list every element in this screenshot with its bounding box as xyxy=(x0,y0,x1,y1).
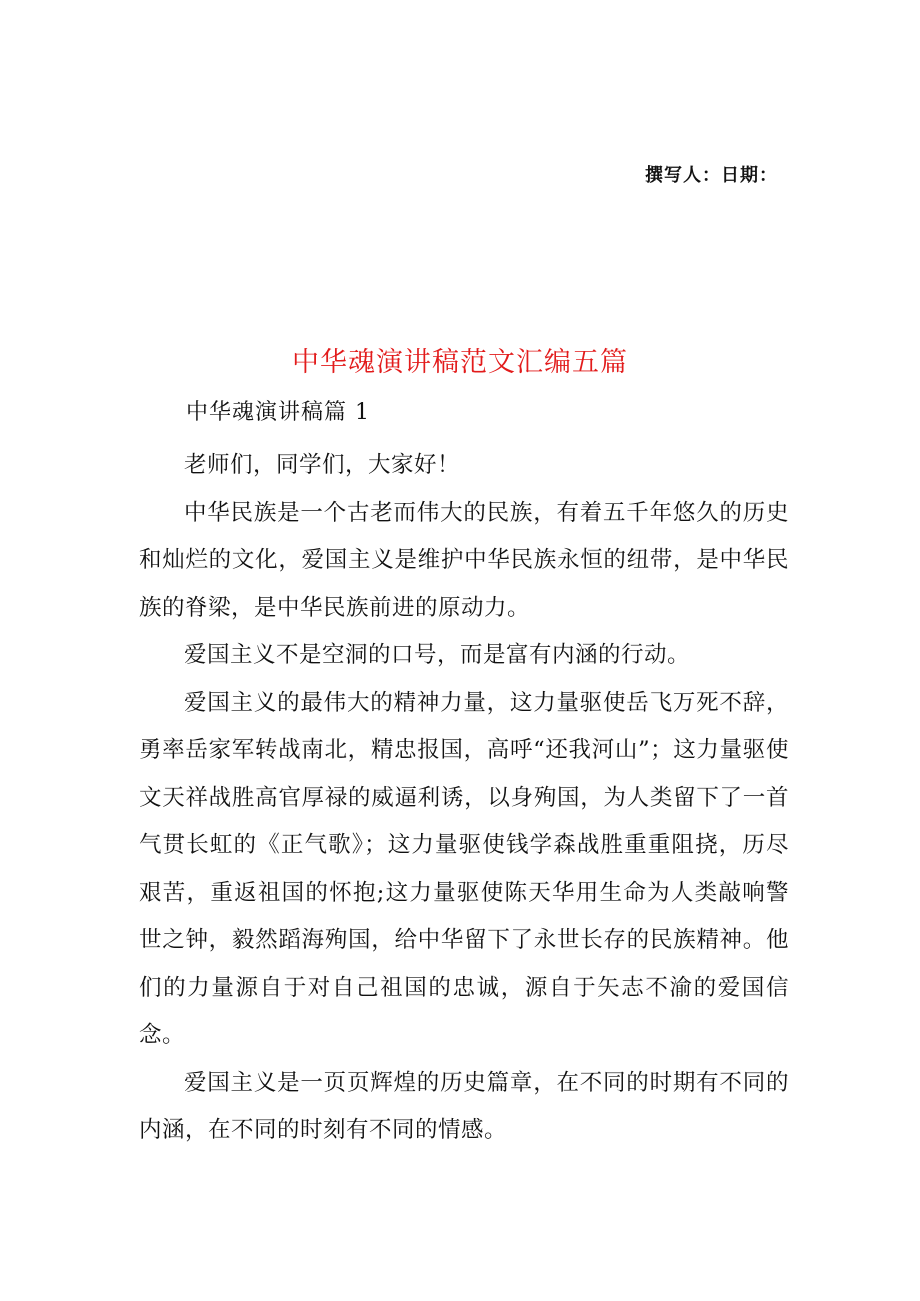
paragraph: 爱国主义是一页页辉煌的历史篇章，在不同的时期有不同的内涵，在不同的时刻有不同的情感。 xyxy=(139,1069,789,1143)
document-body xyxy=(139,442,789,1155)
author-date-line: 撰写人：日期： xyxy=(645,165,778,186)
paragraph: 中华民族是一个古老而伟大的民族，有着五千年悠久的历史和灿烂的文化，爱国主义是维护中华民族永恒的纽带，是中华民族的脊梁，是中华民族前进的原动力。 xyxy=(139,499,789,621)
paragraph: 爱国主义的最伟大的精神力量，这力量驱使岳飞万死不辞，勇率岳家军转战南北，精忠报国，高呼“还我河山”；这力量驱使文天祥战胜高官厚禄的威逼利诱，以身殉国，为人类留下了一首气贯长虹的《正气歌》；这力量驱使钱学森战胜重重阻挠，历尽艰苦，重返祖国的怀抱;这力量驱使陈天华用生命为人类敲响警世之钟，毅然蹈海殉国，给中华留下了永世长存的民族精神。他们的力量源自于对自己祖国的忠诚，源自于矢志不渝的爱国信念。 xyxy=(139,689,789,1048)
section-heading: 中华魂演讲稿篇 1 xyxy=(186,400,370,425)
document-title: 中华魂演讲稿范文汇编五篇 xyxy=(292,347,628,378)
paragraph-greeting: 老师们，同学们，大家好！ xyxy=(184,452,461,478)
paragraph: 爱国主义不是空洞的口号，而是富有内涵的行动。 xyxy=(184,642,691,668)
